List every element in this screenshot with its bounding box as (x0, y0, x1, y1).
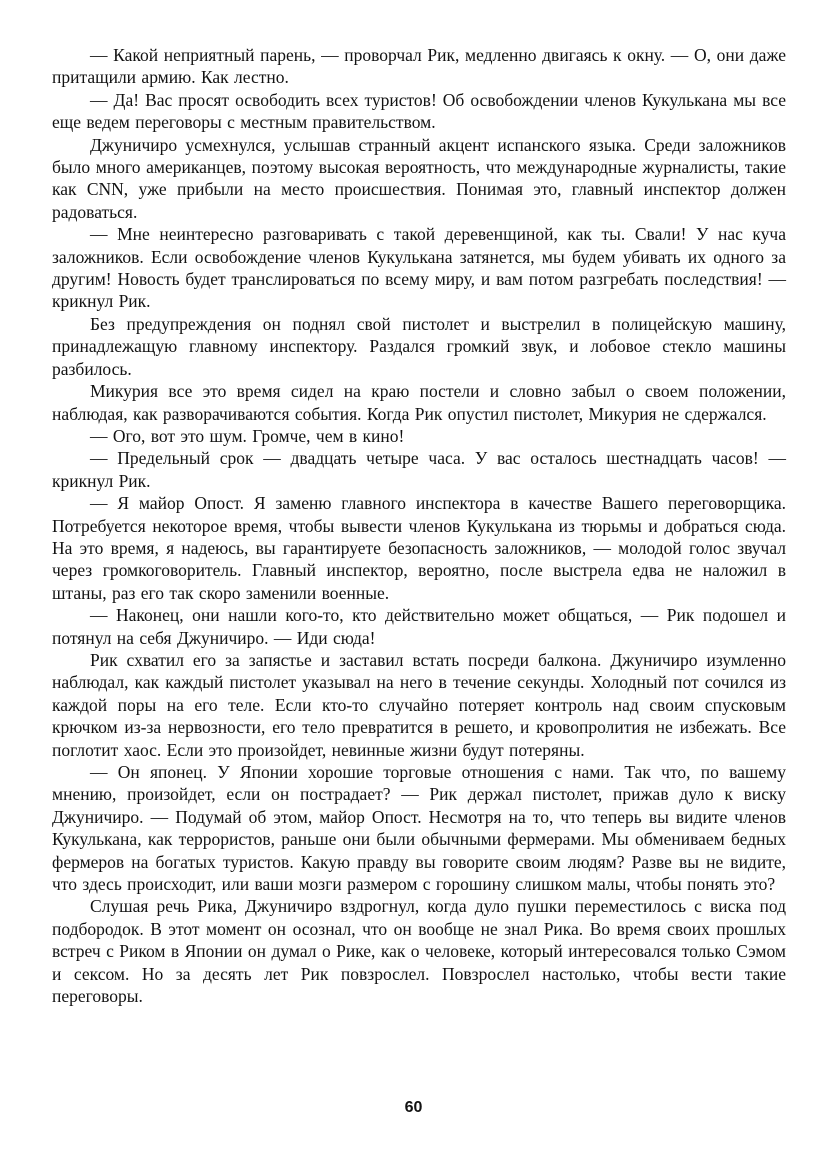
page-number: 60 (404, 1099, 423, 1116)
paragraph: — Наконец, они нашли кого-то, кто действительно может общаться, — Рик подошел и потянул на себя Джуничиро. — Иди сюда! (52, 605, 786, 648)
paragraph: Джуничиро усмехнулся, услышав странный акцент испанского языка. Среди заложников было много американцев, поэтому высокая вероятность, что международные журналисты, такие как CNN, уже прибыли на место происшествия. Понимая это, главный инспектор должен радоваться. (52, 134, 786, 222)
paragraph: Рик схватил его за запястье и заставил встать посреди балкона. Джуничиро изумленно наблюдал, как каждый пистолет указывал на него в течение секунды. Холодный пот сочился из каждой поры на его теле. Если кто-то случайно потеряет контроль над своим спусковым крючком из-за нервозности, его тело превратится в решето, и кровопролития не избежать. Все поглотит хаос. Если это произойдет, невинные жизни будут потеряны. (52, 649, 786, 760)
paragraph: — Он японец. У Японии хорошие торговые отношения с нами. Так что, по вашему мнению, произойдет, если он пострадает? — Рик держал пистолет, прижав дуло к виску Джуничиро. — Подумай об этом, майор Опост. Несмотря на то, что теперь вы видите членов Кукулькана, как террористов, раньше они были обычными фермерами. Мы обмениваем бедных фермеров на богатых туристов. Какую правду вы говорите своим людям? Разве вы не видите, что здесь происходит, или ваши мозги размером с горошину слишком малы, чтобы понять это? (52, 762, 786, 895)
paragraph: — Какой неприятный парень, — проворчал Рик, медленно двигаясь к окну. — О, они даже притащили армию. Как лестно. (52, 45, 786, 88)
paragraph: — Да! Вас просят освободить всех туристов! Об освобождении членов Кукулькана мы все еще ведем переговоры с местным правительством. (52, 89, 786, 133)
paragraph: Без предупреждения он поднял свой пистолет и выстрелил в полицейскую машину, принадлежащую главному инспектору. Раздался громкий звук, и лобовое стекло машины разбилось. (52, 313, 786, 379)
page-footer (0, 1099, 827, 1117)
page-text-block (52, 44, 786, 1007)
paragraph: — Ого, вот это шум. Громче, чем в кино! (90, 425, 405, 446)
paragraph: Микурия все это время сидел на краю постели и словно забыл о своем положении, наблюдая, как разворачиваются события. Когда Рик опустил пистолет, Микурия не сдержался. (52, 381, 786, 424)
paragraph: — Мне неинтересно разговаривать с такой деревенщиной, как ты. Свали! У нас куча заложников. Если освобождение членов Кукулькана затянется, мы будем убивать их одного за другим! Новость будет транслироваться по всему миру, и вам потом разгребать последствия! — крикнул Рик. (52, 224, 786, 312)
paragraph: — Предельный срок — двадцать четыре часа. У вас осталось шестнадцать часов! — крикнул Рик. (52, 448, 786, 491)
paragraph: — Я майор Опост. Я заменю главного инспектора в качестве Вашего переговорщика. Потребуется некоторое время, чтобы вывести членов Кукулькана из тюрьмы и добраться сюда. На это время, я надеюсь, вы гарантируете безопасность заложников, — молодой голос звучал через громкоговоритель. Главный инспектор, вероятно, после выстрела едва не наложил в штаны, раз его так скоро заменили военные. (52, 493, 786, 603)
paragraph: Слушая речь Рика, Джуничиро вздрогнул, когда дуло пушки переместилось с виска под подбородок. В этот момент он осознал, что он вообще не знал Рика. Во время своих прошлых встреч с Риком в Японии он думал о Рике, как о человеке, который интересовался только Сэмом и сексом. Но за десять лет Рик повзрослел. Повзрослел настолько, чтобы вести такие переговоры. (52, 896, 786, 1007)
